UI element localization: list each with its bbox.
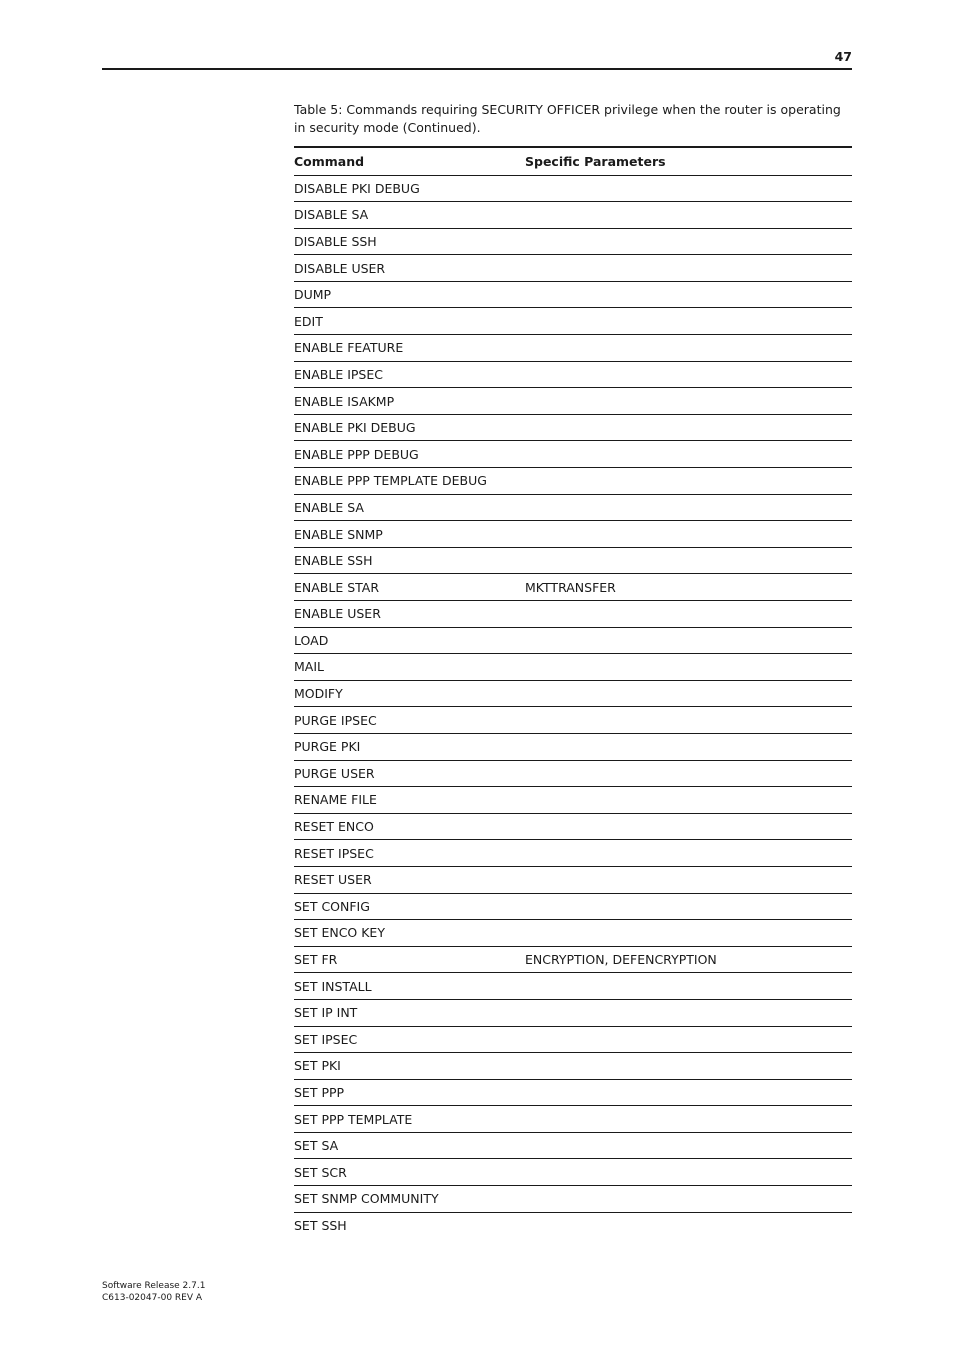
parameters-cell [525, 414, 852, 441]
parameters-cell [525, 228, 852, 255]
parameters-cell [525, 733, 852, 760]
parameters-cell [525, 920, 852, 947]
table-row [294, 1053, 852, 1080]
parameters-cell: ENCRYPTION, DEFENCRYPTION [525, 946, 852, 973]
parameters-cell [525, 654, 852, 681]
command-cell: PURGE IPSEC [294, 707, 525, 734]
command-cell: SET IPSEC [294, 1026, 525, 1053]
parameters-cell [525, 361, 852, 388]
command-cell: RESET ENCO [294, 813, 525, 840]
command-cell: LOAD [294, 627, 525, 654]
table-row [294, 840, 852, 867]
parameters-cell [525, 893, 852, 920]
table-row [294, 893, 852, 920]
table-row [294, 255, 852, 282]
table-row [294, 1132, 852, 1159]
parameters-cell [525, 175, 852, 202]
command-cell: SET PPP TEMPLATE [294, 1106, 525, 1133]
command-cell: SET PPP [294, 1079, 525, 1106]
parameters-cell [525, 840, 852, 867]
table-row [294, 308, 852, 335]
parameters-cell [525, 308, 852, 335]
parameters-cell [525, 627, 852, 654]
parameters-cell [525, 1026, 852, 1053]
page-number: 47 [834, 49, 852, 64]
footer-release: Software Release 2.7.1 [102, 1281, 206, 1291]
command-cell: ENABLE PPP TEMPLATE DEBUG [294, 468, 525, 495]
table-row [294, 760, 852, 787]
command-cell: ENABLE SNMP [294, 521, 525, 548]
parameters-cell [525, 441, 852, 468]
command-cell: SET SA [294, 1132, 525, 1159]
command-cell: MAIL [294, 654, 525, 681]
table-row [294, 1186, 852, 1213]
parameters-cell [525, 760, 852, 787]
parameters-cell [525, 388, 852, 415]
table-row [294, 441, 852, 468]
command-cell: DISABLE SSH [294, 228, 525, 255]
parameters-cell [525, 1186, 852, 1213]
parameters-cell [525, 707, 852, 734]
parameters-cell [525, 335, 852, 362]
command-cell: ENABLE ISAKMP [294, 388, 525, 415]
command-cell: SET ENCO KEY [294, 920, 525, 947]
table-row [294, 494, 852, 521]
parameters-cell [525, 1212, 852, 1239]
table-row [294, 1106, 852, 1133]
command-cell: SET SCR [294, 1159, 525, 1186]
table-row [294, 547, 852, 574]
parameters-cell [525, 680, 852, 707]
commands-table [294, 146, 852, 1239]
table-row [294, 335, 852, 362]
column-header-command: Command [294, 147, 525, 175]
table-row [294, 999, 852, 1026]
table-row [294, 707, 852, 734]
table-caption: Table 5: Commands requiring SECURITY OFFICER privilege when the router is operating in security mode (Continued). [294, 102, 841, 135]
command-cell: MODIFY [294, 680, 525, 707]
parameters-cell [525, 1159, 852, 1186]
table-row [294, 946, 852, 973]
parameters-cell [525, 494, 852, 521]
parameters-cell [525, 281, 852, 308]
command-cell: DUMP [294, 281, 525, 308]
parameters-cell [525, 468, 852, 495]
table-row [294, 574, 852, 601]
table-row [294, 1159, 852, 1186]
table-row [294, 202, 852, 229]
footer [102, 1280, 205, 1304]
table-row [294, 468, 852, 495]
table-header-row [294, 147, 852, 175]
command-cell: SET SSH [294, 1218, 347, 1234]
parameters-cell [525, 813, 852, 840]
parameters-cell [525, 255, 852, 282]
parameters-cell [525, 202, 852, 229]
command-cell: SET SNMP COMMUNITY [294, 1186, 525, 1213]
command-cell: PURGE USER [294, 760, 525, 787]
table-row [294, 973, 852, 1000]
command-cell: SET INSTALL [294, 973, 525, 1000]
table-row [294, 680, 852, 707]
parameters-cell [525, 601, 852, 628]
table-body [294, 175, 852, 1239]
command-cell: SET PKI [294, 1053, 525, 1080]
table-row [294, 414, 852, 441]
command-cell: DISABLE PKI DEBUG [294, 175, 525, 202]
table-row [294, 813, 852, 840]
command-cell: DISABLE SA [294, 202, 525, 229]
table-row [294, 388, 852, 415]
command-cell: PURGE PKI [294, 733, 525, 760]
command-cell: ENABLE PPP DEBUG [294, 441, 525, 468]
command-cell: RENAME FILE [294, 787, 525, 814]
parameters-cell [525, 1132, 852, 1159]
table-row [294, 361, 852, 388]
parameters-cell [525, 866, 852, 893]
command-cell: ENABLE FEATURE [294, 335, 525, 362]
table-row [294, 1079, 852, 1106]
command-cell: SET FR [294, 946, 525, 973]
parameters-cell [525, 787, 852, 814]
table-row [294, 654, 852, 681]
table-row [294, 1212, 852, 1239]
column-header-parameters: Specific Parameters [525, 147, 852, 175]
table-row [294, 521, 852, 548]
header-rule [102, 68, 852, 70]
table-row [294, 281, 852, 308]
table-row [294, 627, 852, 654]
footer-doc-id: C613-02047-00 REV A [102, 1293, 203, 1303]
table-row [294, 787, 852, 814]
command-cell: ENABLE USER [294, 601, 525, 628]
table-row [294, 920, 852, 947]
parameters-cell [525, 973, 852, 1000]
command-cell: ENABLE SA [294, 494, 525, 521]
table-row [294, 175, 852, 202]
parameters-cell [525, 1106, 852, 1133]
command-cell: ENABLE SSH [294, 547, 525, 574]
table-row [294, 866, 852, 893]
parameters-cell [525, 547, 852, 574]
table-row [294, 733, 852, 760]
command-cell: ENABLE IPSEC [294, 361, 525, 388]
command-cell: ENABLE PKI DEBUG [294, 414, 525, 441]
command-cell: ENABLE STAR [294, 574, 525, 601]
table-row [294, 228, 852, 255]
parameters-cell: MKTTRANSFER [525, 574, 852, 601]
parameters-cell [525, 1053, 852, 1080]
command-cell: RESET IPSEC [294, 840, 525, 867]
parameters-cell [525, 1079, 852, 1106]
command-cell: SET CONFIG [294, 893, 525, 920]
command-cell: DISABLE USER [294, 255, 525, 282]
parameters-cell [525, 521, 852, 548]
parameters-cell [525, 999, 852, 1026]
command-cell: SET IP INT [294, 999, 525, 1026]
command-cell: EDIT [294, 308, 525, 335]
command-cell: RESET USER [294, 866, 525, 893]
table-row [294, 601, 852, 628]
table-row [294, 1026, 852, 1053]
